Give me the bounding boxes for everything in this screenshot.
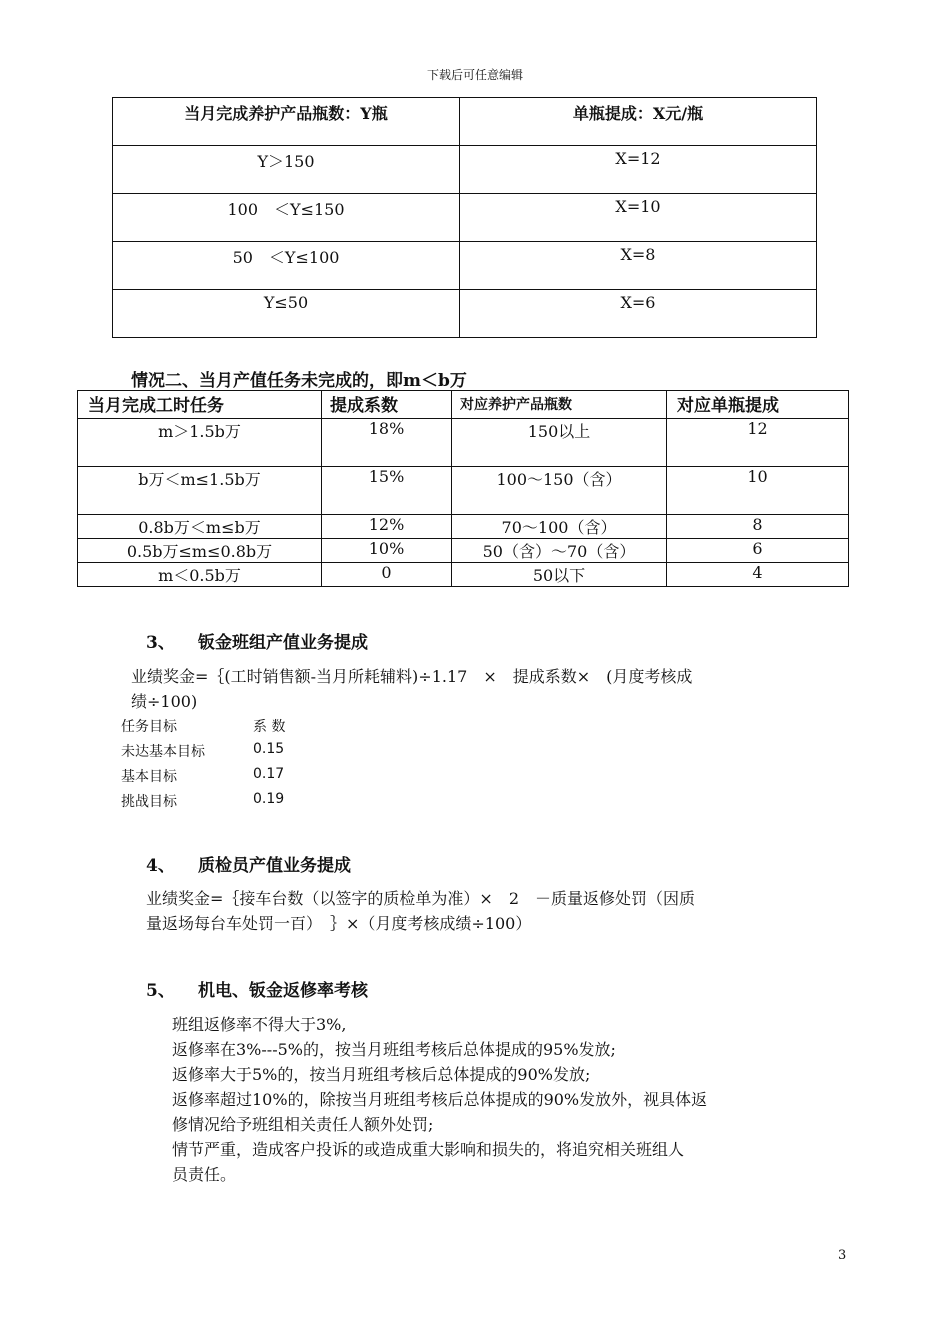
section4-formula [146,886,851,936]
section-number: 3、 [146,633,175,653]
table-header-cell: 对应养护产品瓶数 [452,391,667,419]
table-cell: 0.8b万＜m≤b万 [78,515,322,539]
target-label: 基本目标 [121,769,177,785]
section-title: 钣金班组产值业务提成 [198,633,368,653]
table-row [113,194,817,242]
table-row [113,290,817,338]
target-label: 未达基本目标 [121,744,205,760]
table-cell: 8 [667,515,849,539]
table-cell: 0.5b万≤m≤0.8b万 [78,539,322,563]
table-row [78,563,849,587]
section4-heading [146,851,351,876]
table-cell: 0 [322,563,452,587]
table-cell: 18% [322,419,452,467]
coefficient-value: 系 数 [253,719,286,735]
table-cell: 100～150（含） [452,467,667,515]
table-row [113,146,817,194]
table-cell: 150以上 [452,419,667,467]
coefficient-value: 0.17 [253,766,285,782]
table-cell: 6 [667,539,849,563]
page-header: 下载后可任意编辑 [426,68,523,82]
section3-heading [146,628,368,653]
table-row [113,242,817,290]
table-cell: X=12 [460,146,817,194]
section3-formula [131,664,851,714]
target-label: 任务目标 [121,719,177,735]
table-cell: 100 ＜Y≤150 [113,194,460,242]
table-header-cell: 对应单瓶提成 [667,391,849,419]
table-cell: 10 [667,467,849,515]
section-title: 机电、钣金返修率考核 [198,981,368,1001]
table-row [78,467,849,515]
list-item [121,766,361,786]
table-cell: 50 ＜Y≤100 [113,242,460,290]
table-cell: m＞1.5b万 [78,419,322,467]
table-cell: b万＜m≤1.5b万 [78,467,322,515]
formula-line: 业绩奖金=｛(工时销售额-当月所耗辅料)÷1.17 × 提成系数× (月度考核成 [131,667,693,686]
table-cell: Y＞150 [113,146,460,194]
table-header-cell: 单瓶提成：X元/瓶 [460,98,817,146]
table-cell: X=8 [460,242,817,290]
table-cell: 10% [322,539,452,563]
bottle-commission-table [112,97,817,338]
table-row [78,419,849,467]
list-item [121,716,361,736]
table-cell: X=10 [460,194,817,242]
table-cell: 12 [667,419,849,467]
table-row [78,539,849,563]
section-number: 4、 [146,856,175,876]
body-line: 修情况给予班组相关责任人额外处罚; [172,1115,434,1134]
table-cell: 4 [667,563,849,587]
table-header-row [113,98,817,146]
coefficient-value: 0.15 [253,741,285,757]
body-line: 班组返修率不得大于3%, [172,1015,347,1034]
section-number: 5、 [146,981,175,1001]
body-line: 返修率大于5%的，按当月班组考核后总体提成的90%发放; [172,1065,591,1084]
section5-heading [146,976,368,1001]
body-line: 情节严重，造成客户投诉的或造成重大影响和损失的，将追究相关班组人 [172,1140,685,1159]
table-header-row [78,391,849,419]
body-line: 返修率超过10%的，除按当月班组考核后总体提成的90%发放外，视具体返 [172,1090,708,1109]
list-item [121,741,361,761]
uncompleted-task-table [77,390,849,587]
formula-line: 量返场每台车处罚一百） ｝×（月度考核成绩÷100） [146,914,532,933]
table-cell: 50（含）～70（含） [452,539,667,563]
table-cell: X=6 [460,290,817,338]
body-line: 员责任。 [172,1165,237,1184]
section-title: 质检员产值业务提成 [198,856,351,876]
table-cell: 50以下 [452,563,667,587]
target-label: 挑战目标 [121,794,177,810]
table-cell: m＜0.5b万 [78,563,322,587]
table-cell: 15% [322,467,452,515]
table-cell: 70～100（含） [452,515,667,539]
table-cell: Y≤50 [113,290,460,338]
coefficient-value: 0.19 [253,791,285,807]
list-item [121,791,361,811]
table-header-cell: 提成系数 [322,391,452,419]
table-header-cell: 当月完成工时任务 [78,391,322,419]
formula-line: 绩÷100) [131,692,198,711]
situation2-title: 情况二、当月产值任务未完成的，即m＜b万 [131,371,467,391]
section5-body [172,1012,851,1187]
table-header-cell: 当月完成养护产品瓶数：Y瓶 [113,98,460,146]
table-row [78,515,849,539]
body-line: 返修率在3%---5%的，按当月班组考核后总体提成的95%发放; [172,1040,616,1059]
formula-line: 业绩奖金=｛接车台数（以签字的质检单为准）× 2 －质量返修处罚（因质 [146,889,695,908]
table-cell: 12% [322,515,452,539]
page-number: 3 [838,1248,847,1263]
